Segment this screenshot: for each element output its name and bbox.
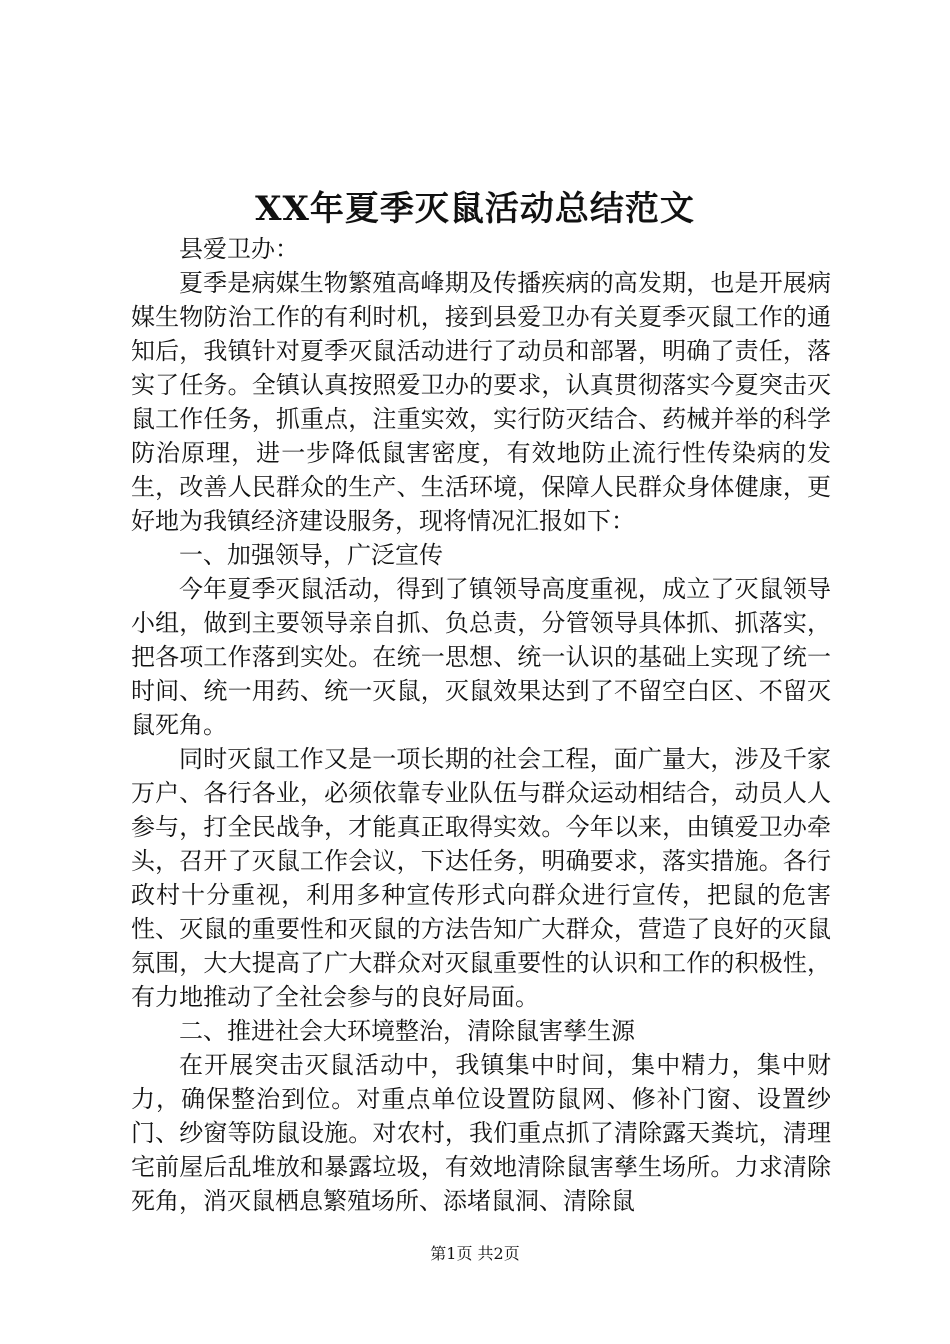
paragraph-leadership: 今年夏季灭鼠活动，得到了镇领导高度重视，成立了灭鼠领导小组，做到主要领导亲自抓、负总责，分管领导具体抓、抓落实，把各项工作落到实处。在统一思想、统一认识的基础上实现了统一时间、统一用药、统一灭鼠，灭鼠效果达到了不留空白区、不留灭鼠死角。 (131, 575, 831, 739)
paragraph-environment: 在开展突击灭鼠活动中，我镇集中时间，集中精力，集中财力，确保整治到位。对重点单位设置防鼠网、修补门窗、设置纱门、纱窗等防鼠设施。对农村，我们重点抓了清除露天粪坑，清理宅前屋后乱堆放和暴露垃圾，有效地清除鼠害孳生场所。力求清除死角，消灭鼠栖息繁殖场所、添堵鼠洞、清除鼠 (131, 1051, 831, 1215)
paragraph-intro: 夏季是病媒生物繁殖高峰期及传播疾病的高发期，也是开展病媒生物防治工作的有利时机，接到县爱卫办有关夏季灭鼠工作的通知后，我镇针对夏季灭鼠活动进行了动员和部署，明确了责任，落实了任务。全镇认真按照爱卫办的要求，认真贯彻落实今夏突击灭鼠工作任务，抓重点，注重实效，实行防灭结合、药械并举的科学防治原理，进一步降低鼠害密度，有效地防止流行性传染病的发生，改善人民群众的生产、生活环境，保障人民群众身体健康，更好地为我镇经济建设服务，现将情况汇报如下： (131, 269, 831, 535)
salutation: 县爱卫办： (179, 235, 299, 263)
page-footer: 第1页 共2页 (430, 1244, 520, 1263)
paragraph-publicity: 同时灭鼠工作又是一项长期的社会工程，面广量大，涉及千家万户、各行各业，必须依靠专业队伍与群众运动相结合，动员人人参与，打全民战争，才能真正取得实效。今年以来，由镇爱卫办牵头，召开了灭鼠工作会议，下达任务，明确要求，落实措施。各行政村十分重视，利用多种宣传形式向群众进行宣传，把鼠的危害性、灭鼠的重要性和灭鼠的方法告知广大群众，营造了良好的灭鼠氛围，大大提高了广大群众对灭鼠重要性的认识和工作的积极性，有力地推动了全社会参与的良好局面。 (131, 745, 831, 1011)
document-title: XX年夏季灭鼠活动总结范文 (255, 189, 695, 229)
section-heading-2: 二、推进社会大环境整治，清除鼠害孳生源 (179, 1017, 635, 1045)
section-heading-1: 一、加强领导，广泛宣传 (179, 541, 443, 569)
document-body (131, 232, 831, 1218)
